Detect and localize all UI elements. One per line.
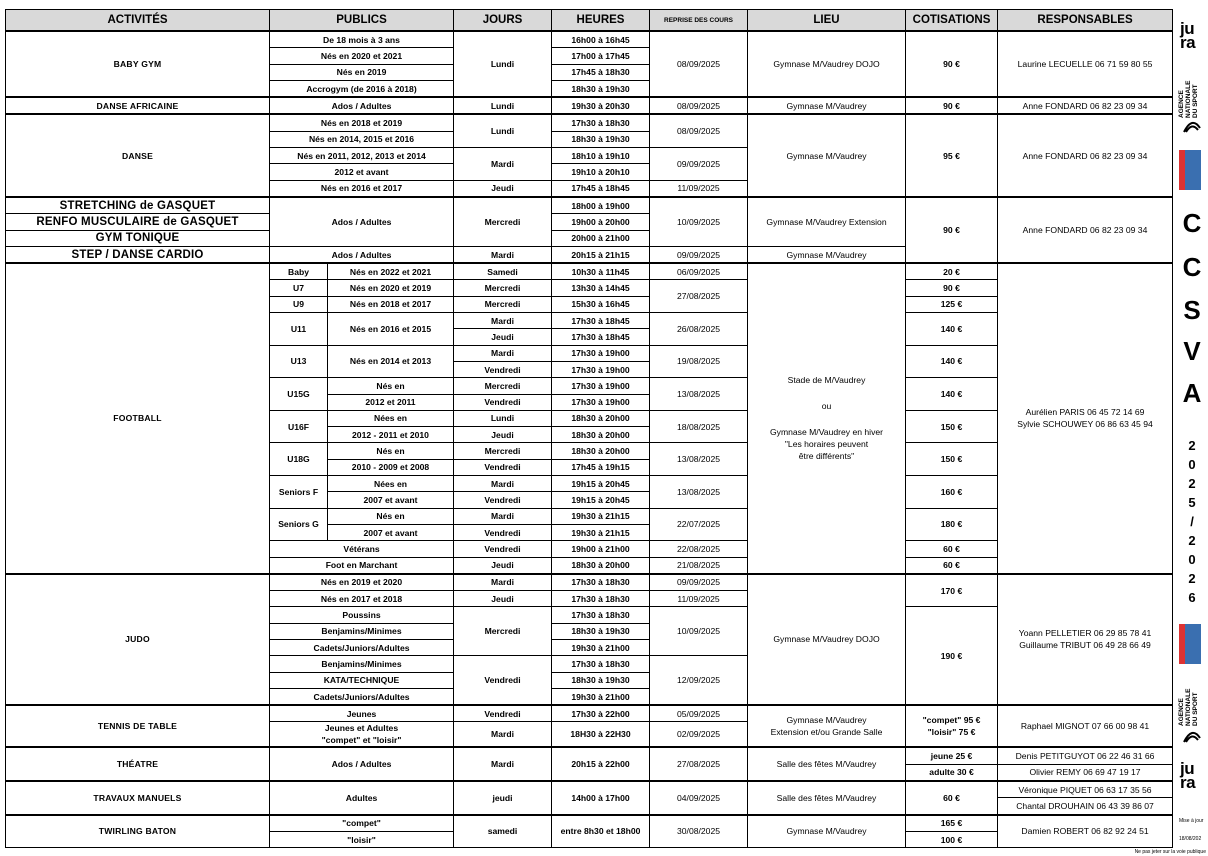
col-heures: HEURES <box>552 10 650 32</box>
time-cell: 18h30 à 19h30 <box>552 131 650 147</box>
location-line: "Les horaires peuvent <box>784 439 869 450</box>
day-cell: Vendredi <box>454 492 552 508</box>
reprise-cell: 30/08/2025 <box>650 815 748 848</box>
reprise-cell: 11/09/2025 <box>650 180 748 197</box>
public-cell: Foot en Marchant <box>270 557 454 574</box>
day-cell: Vendredi <box>454 541 552 557</box>
time-cell: 20h00 à 21h00 <box>552 230 650 246</box>
day-cell: samedi <box>454 815 552 848</box>
public-cell: Nés en 2018 et 2019 <box>270 114 454 131</box>
reprise-cell: 09/09/2025 <box>650 246 748 263</box>
location-cell <box>748 263 906 574</box>
day-cell: Mardi <box>454 345 552 361</box>
public-cell: Benjamins/Minimes <box>270 623 454 639</box>
reprise-cell: 09/09/2025 <box>650 574 748 591</box>
day-cell: Vendredi <box>454 656 552 705</box>
time-cell: 17h30 à 19h00 <box>552 361 650 377</box>
time-cell: 15h30 à 16h45 <box>552 296 650 312</box>
header-row <box>6 10 1173 32</box>
public-cell: Nés en 2020 et 2019 <box>328 280 454 296</box>
contact-cell <box>998 574 1173 705</box>
fee-cell: adulte 30 € <box>906 764 998 781</box>
ans-logo-icon <box>1182 730 1202 744</box>
right-sidebar <box>1176 0 1208 856</box>
location-spacer <box>750 386 903 400</box>
location-cell <box>748 705 906 747</box>
category-cell: U18G <box>270 443 328 476</box>
public-cell: Ados / Adultes <box>270 97 454 114</box>
category-cell: Seniors G <box>270 508 328 541</box>
location-spacer <box>750 412 903 426</box>
contact-line: Aurélien PARIS 06 45 72 14 69 <box>1025 407 1145 418</box>
contact-line: Sylvie SCHOUWEY 06 86 63 45 94 <box>1017 419 1153 430</box>
fee-cell: 140 € <box>906 313 998 346</box>
public-cell: Nés en <box>328 378 454 394</box>
location-line: ou <box>821 401 832 412</box>
fee-cell: 170 € <box>906 574 998 607</box>
day-cell: Lundi <box>454 410 552 426</box>
jura-logo-line: ju <box>1180 759 1195 778</box>
public-cell: Nés en 2019 et 2020 <box>270 574 454 591</box>
title-letter: V <box>1183 336 1201 366</box>
contact-cell: Laurine LECUELLE 06 71 59 80 55 <box>998 31 1173 97</box>
time-cell: 19h30 à 21h15 <box>552 524 650 540</box>
time-cell: 17h30 à 19h00 <box>552 345 650 361</box>
public-cell: Nés en 2019 <box>270 64 454 80</box>
category-cell: Baby <box>270 263 328 280</box>
reprise-cell: 18/08/2025 <box>650 410 748 443</box>
reprise-cell: 08/09/2025 <box>650 31 748 97</box>
fee-cell: 90 € <box>906 97 998 114</box>
time-cell: 20h15 à 22h00 <box>552 747 650 781</box>
year-digit: 0 <box>1188 552 1196 567</box>
reprise-cell: 13/08/2025 <box>650 443 748 476</box>
reprise-cell: 10/09/2025 <box>650 197 748 246</box>
location-cell: Gymnase M/Vaudrey Extension <box>748 197 906 246</box>
time-cell: 18h30 à 19h30 <box>552 623 650 639</box>
public-cell: Vétérans <box>270 541 454 557</box>
table-row <box>6 97 1173 114</box>
reprise-cell: 08/09/2025 <box>650 97 748 114</box>
year-digit: 2 <box>1188 571 1196 586</box>
time-cell: 19h00 à 21h00 <box>552 541 650 557</box>
location-cell: Gymnase M/Vaudrey <box>748 246 906 263</box>
activity-name: DANSE <box>6 114 270 196</box>
reprise-cell: 22/07/2025 <box>650 508 748 541</box>
fee-cell: 125 € <box>906 296 998 312</box>
public-cell: Nés en 2011, 2012, 2013 et 2014 <box>270 148 454 164</box>
public-cell: Nées en <box>328 476 454 492</box>
public-cell: Nés en 2022 et 2021 <box>328 263 454 280</box>
time-cell: 18h30 à 19h30 <box>552 672 650 688</box>
region-logo <box>1179 150 1201 190</box>
day-cell: jeudi <box>454 781 552 815</box>
public-cell: Nés en 2016 et 2015 <box>328 313 454 346</box>
col-responsables: RESPONSABLES <box>998 10 1173 32</box>
reprise-cell: 11/09/2025 <box>650 591 748 607</box>
public-line: "compet" et "loisir" <box>321 735 402 746</box>
day-cell: Mardi <box>454 148 552 181</box>
location-line: Gymnase M/Vaudrey <box>786 715 867 726</box>
public-line: Jeunes et Adultes <box>324 723 399 734</box>
year-digit: / <box>1190 514 1194 529</box>
time-cell: 17h45 à 18h30 <box>552 64 650 80</box>
contact-cell: Anne FONDARD 06 82 23 09 34 <box>998 114 1173 196</box>
day-cell: Mardi <box>454 313 552 329</box>
time-cell: 18h30 à 20h00 <box>552 557 650 574</box>
time-cell: 17h30 à 18h30 <box>552 656 650 672</box>
contact-cell: Damien ROBERT 06 82 92 24 51 <box>998 815 1173 848</box>
day-cell: Lundi <box>454 31 552 97</box>
time-cell: 18h30 à 20h00 <box>552 410 650 426</box>
contact-cell: Anne FONDARD 06 82 23 09 34 <box>998 197 1173 263</box>
day-cell: Mercredi <box>454 443 552 459</box>
public-cell: Nés en 2018 et 2017 <box>328 296 454 312</box>
time-cell: 10h30 à 11h45 <box>552 263 650 280</box>
location-line: Stade de M/Vaudrey <box>787 375 866 386</box>
jura-logo <box>1180 759 1196 792</box>
reprise-cell: 22/08/2025 <box>650 541 748 557</box>
contact-cell: Chantal DROUHAIN 06 43 39 86 07 <box>998 798 1173 815</box>
public-cell <box>270 722 454 748</box>
reprise-cell: 10/09/2025 <box>650 607 748 656</box>
table-row <box>6 747 1173 764</box>
time-cell: 17h30 à 18h30 <box>552 591 650 607</box>
time-cell: 18h30 à 20h00 <box>552 427 650 443</box>
reprise-cell: 21/08/2025 <box>650 557 748 574</box>
public-cell: KATA/TECHNIQUE <box>270 672 454 688</box>
time-cell: 19h30 à 21h15 <box>552 508 650 524</box>
day-cell: Vendredi <box>454 361 552 377</box>
fee-cell: 140 € <box>906 378 998 411</box>
time-cell: 19h00 à 20h00 <box>552 214 650 230</box>
public-cell: De 18 mois à 3 ans <box>270 31 454 48</box>
public-cell: Benjamins/Minimes <box>270 656 454 672</box>
public-cell: Nés en 2017 et 2018 <box>270 591 454 607</box>
title-letter: S <box>1183 295 1201 325</box>
year-digit: 2 <box>1188 438 1196 453</box>
category-cell: U7 <box>270 280 328 296</box>
contact-line: Yoann PELLETIER 06 29 85 78 41 <box>1018 628 1152 639</box>
contact-cell <box>998 263 1173 574</box>
time-cell: 17h30 à 18h30 <box>552 574 650 591</box>
activity-name: JUDO <box>6 574 270 705</box>
col-publics: PUBLICS <box>270 10 454 32</box>
year-digit: 2 <box>1188 533 1196 548</box>
jura-logo-line: ra <box>1180 33 1196 52</box>
category-cell: U16F <box>270 410 328 443</box>
public-cell: Ados / Adultes <box>270 246 454 263</box>
fee-cell: 90 € <box>906 31 998 97</box>
location-line: Gymnase M/Vaudrey en hiver <box>769 427 884 438</box>
fee-cell: 90 € <box>906 197 998 263</box>
location-line: Extension et/ou Grande Salle <box>770 727 883 738</box>
activity-name: RENFO MUSCULAIRE de GASQUET <box>6 214 270 230</box>
fee-line: "compet" 95 € <box>922 715 981 726</box>
time-cell: 17h30 à 18h45 <box>552 329 650 345</box>
title-letter: A <box>1182 378 1202 408</box>
contact-line: Guillaume TRIBUT 06 49 28 66 49 <box>1019 640 1151 651</box>
time-cell: 19h15 à 20h45 <box>552 492 650 508</box>
location-cell: Gymnase M/Vaudrey DOJO <box>748 31 906 97</box>
public-cell: Accrogym (de 2016 à 2018) <box>270 80 454 97</box>
reprise-cell: 04/09/2025 <box>650 781 748 815</box>
ans-logo-icon <box>1182 120 1202 134</box>
day-cell: Mardi <box>454 246 552 263</box>
fee-cell: 180 € <box>906 508 998 541</box>
day-cell: Mercredi <box>454 280 552 296</box>
day-cell: Lundi <box>454 97 552 114</box>
ans-logo-text: AGENCE NATIONALE DU SPORT <box>1178 80 1199 118</box>
reprise-cell: 26/08/2025 <box>650 313 748 346</box>
public-cell: Ados / Adultes <box>270 197 454 246</box>
activity-name: STRETCHING de GASQUET <box>6 197 270 214</box>
table-row <box>6 197 1173 214</box>
day-cell: Mercredi <box>454 378 552 394</box>
fee-line: "loisir" 75 € <box>927 727 976 738</box>
col-reprise: REPRISE DES COURS <box>650 10 748 32</box>
public-cell: Ados / Adultes <box>270 747 454 781</box>
time-cell: 16h00 à 16h45 <box>552 31 650 48</box>
year-digit: 5 <box>1188 495 1196 510</box>
activity-name: FOOTBALL <box>6 263 270 574</box>
contact-cell: Anne FONDARD 06 82 23 09 34 <box>998 97 1173 114</box>
day-cell: Vendredi <box>454 524 552 540</box>
time-cell: 18h10 à 19h10 <box>552 148 650 164</box>
contact-cell: Denis PETITGUYOT 06 22 46 31 66 <box>998 747 1173 764</box>
day-cell: Mardi <box>454 574 552 591</box>
day-cell: Mardi <box>454 508 552 524</box>
reprise-cell: 13/08/2025 <box>650 476 748 509</box>
category-cell: U11 <box>270 313 328 346</box>
time-cell: 17h45 à 18h45 <box>552 180 650 197</box>
table-row <box>6 705 1173 722</box>
fee-cell: 190 € <box>906 607 998 705</box>
table-row <box>6 114 1173 131</box>
jura-logo-line: ju <box>1180 19 1195 38</box>
activity-name: TENNIS DE TABLE <box>6 705 270 747</box>
location-cell: Gymnase M/Vaudrey DOJO <box>748 574 906 705</box>
location-cell: Gymnase M/Vaudrey <box>748 114 906 196</box>
location-line: être différents" <box>798 451 855 462</box>
time-cell: 20h15 à 21h15 <box>552 246 650 263</box>
title-letter: C <box>1182 252 1202 282</box>
time-cell: 17h30 à 18h30 <box>552 114 650 131</box>
public-cell: 2010 - 2009 et 2008 <box>328 459 454 475</box>
fee-cell: 90 € <box>906 280 998 296</box>
public-cell: Nées en <box>328 410 454 426</box>
reprise-cell: 08/09/2025 <box>650 114 748 147</box>
year-digit: 6 <box>1188 590 1196 605</box>
reprise-cell: 06/09/2025 <box>650 263 748 280</box>
schedule-table <box>5 9 1173 848</box>
public-cell: Jeunes <box>270 705 454 722</box>
public-cell: 2012 et 2011 <box>328 394 454 410</box>
public-cell: "compet" <box>270 815 454 832</box>
jura-logo <box>1180 19 1196 52</box>
day-cell: Mercredi <box>454 197 552 246</box>
activity-name: STEP / DANSE CARDIO <box>6 246 270 263</box>
reprise-cell: 19/08/2025 <box>650 345 748 378</box>
public-cell: 2007 et avant <box>328 492 454 508</box>
day-cell: Jeudi <box>454 557 552 574</box>
update-label: Mise à jour <box>1179 818 1204 824</box>
activity-name: TWIRLING BATON <box>6 815 270 848</box>
time-cell: 19h10 à 20h10 <box>552 164 650 180</box>
time-cell: 17h30 à 22h00 <box>552 705 650 722</box>
category-cell: U13 <box>270 345 328 378</box>
region-logo <box>1179 624 1201 664</box>
fee-cell: 60 € <box>906 541 998 557</box>
time-cell: 18h30 à 20h00 <box>552 443 650 459</box>
day-cell: Vendredi <box>454 394 552 410</box>
activity-name: THÉATRE <box>6 747 270 781</box>
day-cell: Samedi <box>454 263 552 280</box>
day-cell: Mardi <box>454 476 552 492</box>
jura-logo-line: ra <box>1180 773 1196 792</box>
time-cell: 19h30 à 20h30 <box>552 97 650 114</box>
public-cell: Cadets/Juniors/Adultes <box>270 639 454 655</box>
time-cell: 17h30 à 18h45 <box>552 313 650 329</box>
public-cell: 2012 - 2011 et 2010 <box>328 427 454 443</box>
fee-cell: 60 € <box>906 781 998 815</box>
day-cell: Lundi <box>454 114 552 147</box>
fee-cell: 20 € <box>906 263 998 280</box>
time-cell: 18H30 à 22H30 <box>552 722 650 748</box>
public-cell: 2012 et avant <box>270 164 454 180</box>
day-cell: Vendredi <box>454 459 552 475</box>
ans-logo-text: AGENCE NATIONALE DU SPORT <box>1178 688 1199 726</box>
public-cell: Adultes <box>270 781 454 815</box>
fee-cell: 100 € <box>906 831 998 847</box>
time-cell: 17h30 à 18h30 <box>552 607 650 623</box>
fee-cell: 60 € <box>906 557 998 574</box>
fee-cell: 140 € <box>906 345 998 378</box>
reprise-cell: 02/09/2025 <box>650 722 748 748</box>
location-cell: Gymnase M/Vaudrey <box>748 815 906 848</box>
table-row <box>6 781 1173 798</box>
day-cell: Mardi <box>454 747 552 781</box>
activity-name: DANSE AFRICAINE <box>6 97 270 114</box>
time-cell: 19h15 à 20h45 <box>552 476 650 492</box>
time-cell: 19h30 à 21h00 <box>552 688 650 705</box>
fee-cell: 160 € <box>906 476 998 509</box>
time-cell: 17h45 à 19h15 <box>552 459 650 475</box>
day-cell: Vendredi <box>454 705 552 722</box>
time-cell: 13h30 à 14h45 <box>552 280 650 296</box>
fee-cell: 165 € <box>906 815 998 832</box>
category-cell: U9 <box>270 296 328 312</box>
time-cell: 19h30 à 21h00 <box>552 639 650 655</box>
day-cell: Jeudi <box>454 427 552 443</box>
public-cell: Poussins <box>270 607 454 623</box>
year-digit: 2 <box>1188 476 1196 491</box>
activity-name: TRAVAUX MANUELS <box>6 781 270 815</box>
col-activites: ACTIVITÉS <box>6 10 270 32</box>
category-cell: U15G <box>270 378 328 411</box>
fee-cell: 150 € <box>906 443 998 476</box>
location-cell: Salle des fêtes M/Vaudrey <box>748 781 906 815</box>
table-row <box>6 815 1173 832</box>
reprise-cell: 05/09/2025 <box>650 705 748 722</box>
reprise-cell: 27/08/2025 <box>650 747 748 781</box>
public-cell: Nés en 2014 et 2013 <box>328 345 454 378</box>
update-date: 18/08/202 <box>1179 836 1202 842</box>
public-cell: Nés en 2020 et 2021 <box>270 48 454 64</box>
activity-name: GYM TONIQUE <box>6 230 270 246</box>
day-cell: Mardi <box>454 722 552 748</box>
day-cell: Jeudi <box>454 329 552 345</box>
public-cell: Nés en 2016 et 2017 <box>270 180 454 197</box>
day-cell: Jeudi <box>454 591 552 607</box>
col-cotisations: COTISATIONS <box>906 10 998 32</box>
contact-cell: Olivier REMY 06 69 47 19 17 <box>998 764 1173 781</box>
time-cell: 18h00 à 19h00 <box>552 197 650 214</box>
public-cell: 2007 et avant <box>328 524 454 540</box>
day-cell: Mercredi <box>454 296 552 312</box>
activity-name: BABY GYM <box>6 31 270 97</box>
category-cell: Seniors F <box>270 476 328 509</box>
fee-cell: 150 € <box>906 410 998 443</box>
day-cell: Mercredi <box>454 607 552 656</box>
public-cell: "loisir" <box>270 831 454 847</box>
public-cell: Cadets/Juniors/Adultes <box>270 688 454 705</box>
location-cell: Salle des fêtes M/Vaudrey <box>748 747 906 781</box>
fee-cell: jeune 25 € <box>906 747 998 764</box>
reprise-cell: 27/08/2025 <box>650 280 748 313</box>
public-cell: Nés en 2014, 2015 et 2016 <box>270 131 454 147</box>
time-cell: entre 8h30 et 18h00 <box>552 815 650 848</box>
reprise-cell: 13/08/2025 <box>650 378 748 411</box>
day-cell: Jeudi <box>454 180 552 197</box>
fee-cell: 95 € <box>906 114 998 196</box>
fee-cell <box>906 705 998 747</box>
contact-cell: Raphael MIGNOT 07 66 00 98 41 <box>998 705 1173 747</box>
reprise-cell: 09/09/2025 <box>650 148 748 181</box>
public-cell: Nés en <box>328 443 454 459</box>
location-cell: Gymnase M/Vaudrey <box>748 97 906 114</box>
time-cell: 17h30 à 19h00 <box>552 394 650 410</box>
time-cell: 18h30 à 19h30 <box>552 80 650 97</box>
footer-note: Ne pas jeter sur la voie publique <box>1134 849 1206 855</box>
col-jours: JOURS <box>454 10 552 32</box>
time-cell: 17h30 à 19h00 <box>552 378 650 394</box>
reprise-cell: 12/09/2025 <box>650 656 748 705</box>
col-lieu: LIEU <box>748 10 906 32</box>
table-row <box>6 574 1173 591</box>
contact-cell: Véronique PIQUET 06 63 17 35 56 <box>998 781 1173 798</box>
time-cell: 17h00 à 17h45 <box>552 48 650 64</box>
table-row <box>6 263 1173 280</box>
table-row <box>6 31 1173 48</box>
time-cell: 14h00 à 17h00 <box>552 781 650 815</box>
public-cell: Nés en <box>328 508 454 524</box>
title-letter: C <box>1182 208 1202 238</box>
year-digit: 0 <box>1188 457 1196 472</box>
